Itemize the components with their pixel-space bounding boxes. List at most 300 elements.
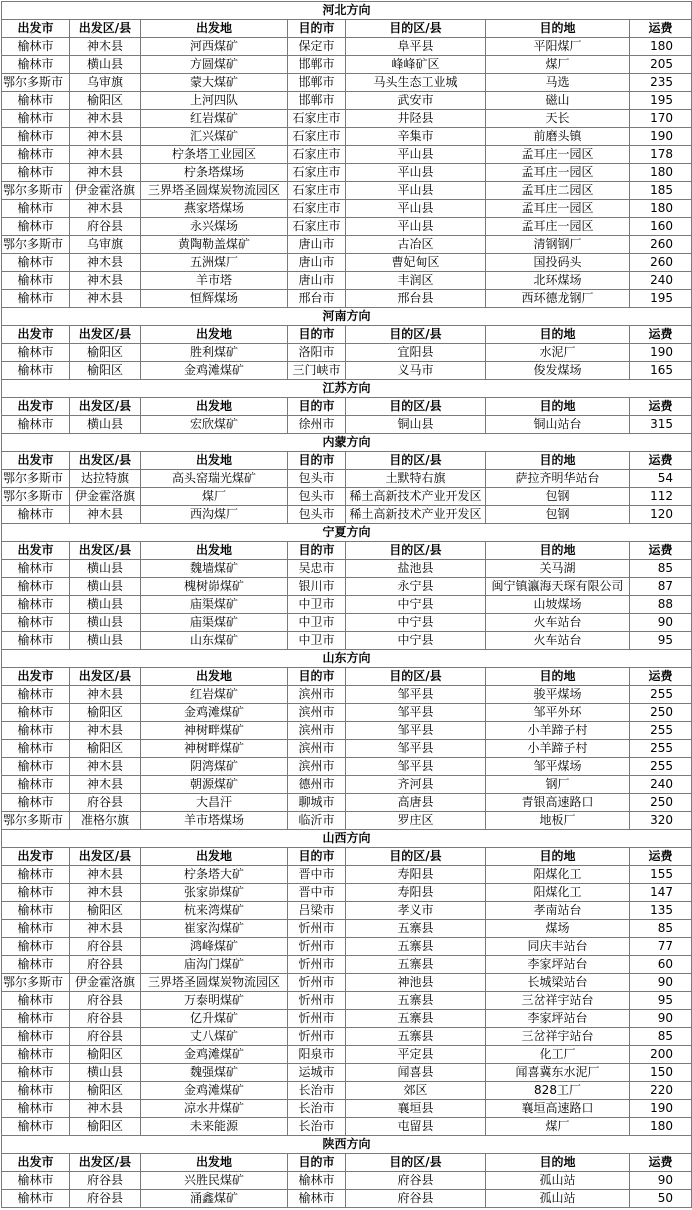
cell-origin-city: 榆林市 [2,1010,70,1028]
cell-dest-city: 榆林市 [288,1172,346,1190]
cell-origin-district: 横山县 [70,596,141,614]
section-title: 山东方向 [2,650,692,668]
cell-dest-district: 神池县 [346,974,486,992]
cell-origin-site: 杭来湾煤矿 [141,902,288,920]
header-freight: 运费 [630,1154,692,1172]
header-dest-district: 目的区/县 [346,668,486,686]
cell-dest-site: 小羊蹄子村 [486,740,630,758]
table-row [2,362,692,380]
cell-dest-district: 中宁县 [346,596,486,614]
cell-origin-city: 榆林市 [2,344,70,362]
cell-origin-city: 榆林市 [2,362,70,380]
section-title: 宁夏方向 [2,524,692,542]
cell-dest-city: 运城市 [288,1064,346,1082]
table-row [2,506,692,524]
cell-origin-site: 金鸡滩煤矿 [141,1046,288,1064]
header-dest-district: 目的区/县 [346,326,486,344]
header-origin-district: 出发区/县 [70,20,141,38]
cell-origin-site: 金鸡滩煤矿 [141,362,288,380]
cell-freight: 200 [630,1046,692,1064]
cell-dest-district: 平山县 [346,146,486,164]
cell-origin-site: 方圆煤矿 [141,56,288,74]
cell-dest-city: 滨州市 [288,686,346,704]
cell-origin-district: 乌审旗 [70,236,141,254]
cell-origin-district: 府谷县 [70,956,141,974]
cell-origin-city: 榆林市 [2,632,70,650]
cell-freight: 85 [630,920,692,938]
cell-origin-site: 红岩煤矿 [141,110,288,128]
cell-dest-district: 铜山县 [346,416,486,434]
section-title: 河北方向 [2,2,692,20]
cell-origin-site: 张家峁煤矿 [141,884,288,902]
cell-freight: 50 [630,1190,692,1208]
cell-origin-district: 神木县 [70,1100,141,1118]
cell-origin-city: 榆林市 [2,596,70,614]
cell-dest-site: 李家坪站台 [486,956,630,974]
table-row [2,128,692,146]
cell-origin-site: 红岩煤矿 [141,686,288,704]
header-freight: 运费 [630,452,692,470]
cell-origin-city: 榆林市 [2,272,70,290]
table-row [2,704,692,722]
cell-origin-city: 鄂尔多斯市 [2,974,70,992]
cell-dest-site: 清钢钢厂 [486,236,630,254]
cell-dest-site: 平阳煤厂 [486,38,630,56]
table-row [2,1190,692,1208]
cell-dest-district: 辛集市 [346,128,486,146]
cell-origin-site: 涌鑫煤矿 [141,1190,288,1208]
cell-origin-site: 凉水井煤矿 [141,1100,288,1118]
cell-origin-city: 榆林市 [2,992,70,1010]
cell-origin-district: 神木县 [70,272,141,290]
cell-origin-city: 榆林市 [2,1028,70,1046]
cell-origin-city: 榆林市 [2,866,70,884]
cell-freight: 205 [630,56,692,74]
header-dest-city: 目的市 [288,398,346,416]
header-dest-city: 目的市 [288,452,346,470]
cell-origin-site: 朝源煤矿 [141,776,288,794]
header-row [2,1154,692,1172]
cell-origin-district: 神木县 [70,254,141,272]
cell-dest-site: 包钢 [486,488,630,506]
cell-origin-district: 榆阳区 [70,740,141,758]
cell-dest-district: 邹平县 [346,704,486,722]
header-origin-site: 出发地 [141,398,288,416]
cell-freight: 190 [630,128,692,146]
table-row [2,614,692,632]
cell-dest-site: 三岔祥宇站台 [486,1028,630,1046]
header-row [2,542,692,560]
cell-origin-site: 黄陶勒盖煤矿 [141,236,288,254]
cell-origin-city: 榆林市 [2,416,70,434]
cell-origin-site: 柠条塔煤场 [141,164,288,182]
cell-dest-city: 包头市 [288,470,346,488]
cell-freight: 165 [630,362,692,380]
cell-origin-city: 榆林市 [2,38,70,56]
cell-freight: 147 [630,884,692,902]
cell-origin-site: 恒辉煤场 [141,290,288,308]
table-row [2,1172,692,1190]
header-freight: 运费 [630,668,692,686]
cell-freight: 250 [630,794,692,812]
cell-dest-district: 宜阳县 [346,344,486,362]
cell-origin-site: 万泰明煤矿 [141,992,288,1010]
cell-dest-site: 孟耳庄二园区 [486,182,630,200]
cell-origin-district: 榆阳区 [70,902,141,920]
cell-dest-district: 阜平县 [346,38,486,56]
cell-freight: 255 [630,686,692,704]
cell-dest-site: 萨拉齐明华站台 [486,470,630,488]
cell-dest-city: 石家庄市 [288,200,346,218]
cell-origin-district: 伊金霍洛旗 [70,182,141,200]
section-title-row [2,308,692,326]
cell-dest-site: 828工厂 [486,1082,630,1100]
cell-dest-site: 骏平煤场 [486,686,630,704]
cell-dest-site: 闽宁镇瀛海天琛有限公司 [486,578,630,596]
cell-origin-city: 榆林市 [2,704,70,722]
cell-dest-district: 丰润区 [346,272,486,290]
cell-dest-site: 孤山站 [486,1190,630,1208]
cell-freight: 255 [630,758,692,776]
section-title-row [2,434,692,452]
cell-origin-site: 神树畔煤矿 [141,740,288,758]
cell-origin-city: 榆林市 [2,200,70,218]
cell-dest-district: 中宁县 [346,632,486,650]
cell-origin-city: 榆林市 [2,290,70,308]
table-row [2,578,692,596]
cell-dest-district: 五寨县 [346,920,486,938]
cell-origin-city: 榆林市 [2,902,70,920]
cell-freight: 85 [630,560,692,578]
cell-dest-site: 马选 [486,74,630,92]
cell-dest-district: 平山县 [346,218,486,236]
header-dest-district: 目的区/县 [346,452,486,470]
cell-freight: 170 [630,110,692,128]
cell-freight: 180 [630,38,692,56]
table-row [2,1100,692,1118]
cell-dest-district: 寿阳县 [346,866,486,884]
cell-dest-site: 关马湖 [486,560,630,578]
cell-dest-city: 唐山市 [288,254,346,272]
cell-origin-city: 榆林市 [2,164,70,182]
cell-origin-site: 三界塔圣圆煤炭物流园区 [141,182,288,200]
cell-origin-city: 榆林市 [2,1046,70,1064]
header-origin-site: 出发地 [141,668,288,686]
header-freight: 运费 [630,848,692,866]
section-title: 河南方向 [2,308,692,326]
header-origin-district: 出发区/县 [70,848,141,866]
cell-freight: 180 [630,1118,692,1136]
cell-freight: 195 [630,290,692,308]
cell-origin-city: 鄂尔多斯市 [2,488,70,506]
header-row [2,20,692,38]
header-origin-site: 出发地 [141,452,288,470]
cell-origin-district: 神木县 [70,38,141,56]
cell-origin-site: 魏强煤矿 [141,1064,288,1082]
cell-origin-district: 神木县 [70,200,141,218]
cell-dest-city: 聊城市 [288,794,346,812]
cell-dest-site: 小羊蹄子村 [486,722,630,740]
cell-origin-district: 横山县 [70,578,141,596]
cell-dest-district: 邹平县 [346,686,486,704]
cell-origin-district: 横山县 [70,416,141,434]
cell-origin-site: 庙沟门煤矿 [141,956,288,974]
cell-freight: 240 [630,272,692,290]
cell-freight: 220 [630,1082,692,1100]
cell-origin-district: 府谷县 [70,1172,141,1190]
cell-origin-district: 神木县 [70,110,141,128]
table-row [2,902,692,920]
header-freight: 运费 [630,20,692,38]
header-origin-city: 出发市 [2,1154,70,1172]
cell-origin-site: 崔家沟煤矿 [141,920,288,938]
cell-freight: 235 [630,74,692,92]
cell-origin-site: 神树畔煤矿 [141,722,288,740]
cell-dest-district: 古冶区 [346,236,486,254]
cell-dest-site: 天长 [486,110,630,128]
cell-freight: 90 [630,614,692,632]
section-title: 江苏方向 [2,380,692,398]
cell-origin-site: 上河四队 [141,92,288,110]
cell-origin-district: 府谷县 [70,218,141,236]
cell-origin-city: 榆林市 [2,254,70,272]
cell-origin-district: 府谷县 [70,1190,141,1208]
cell-dest-district: 平山县 [346,164,486,182]
table-row [2,164,692,182]
cell-origin-city: 榆林市 [2,1190,70,1208]
cell-dest-district: 稀土高新技术产业开发区 [346,506,486,524]
cell-origin-site: 未来能源 [141,1118,288,1136]
cell-origin-site: 金鸡滩煤矿 [141,1082,288,1100]
cell-dest-district: 峰峰矿区 [346,56,486,74]
cell-dest-city: 石家庄市 [288,164,346,182]
table-row [2,182,692,200]
header-origin-district: 出发区/县 [70,326,141,344]
header-origin-city: 出发市 [2,542,70,560]
section-title: 山西方向 [2,830,692,848]
cell-origin-district: 横山县 [70,560,141,578]
cell-freight: 255 [630,722,692,740]
cell-dest-city: 滨州市 [288,704,346,722]
section-title: 内蒙方向 [2,434,692,452]
cell-dest-site: 前磨头镇 [486,128,630,146]
cell-origin-district: 神木县 [70,920,141,938]
cell-dest-district: 郊区 [346,1082,486,1100]
cell-origin-site: 金鸡滩煤矿 [141,704,288,722]
cell-dest-site: 阳煤化工 [486,866,630,884]
cell-dest-site: 邹平煤场 [486,758,630,776]
cell-origin-district: 榆阳区 [70,92,141,110]
header-origin-city: 出发市 [2,668,70,686]
cell-origin-site: 西沟煤厂 [141,506,288,524]
cell-freight: 85 [630,1028,692,1046]
section-title-row [2,1136,692,1154]
cell-origin-district: 横山县 [70,632,141,650]
cell-origin-city: 榆林市 [2,740,70,758]
cell-dest-district: 襄垣县 [346,1100,486,1118]
header-origin-city: 出发市 [2,452,70,470]
cell-dest-district: 高唐县 [346,794,486,812]
cell-origin-site: 庙渠煤矿 [141,614,288,632]
table-row [2,1082,692,1100]
table-row [2,488,692,506]
cell-origin-district: 神木县 [70,866,141,884]
cell-origin-city: 榆林市 [2,686,70,704]
table-row [2,416,692,434]
cell-dest-district: 邹平县 [346,758,486,776]
cell-dest-site: 青银高速路口 [486,794,630,812]
cell-origin-district: 榆阳区 [70,344,141,362]
cell-dest-site: 煤厂 [486,56,630,74]
table-row [2,974,692,992]
cell-dest-city: 邢台市 [288,290,346,308]
cell-origin-city: 榆林市 [2,560,70,578]
cell-dest-city: 忻州市 [288,920,346,938]
cell-dest-district: 邹平县 [346,740,486,758]
cell-freight: 90 [630,1010,692,1028]
header-row [2,848,692,866]
cell-dest-city: 忻州市 [288,938,346,956]
section-title-row [2,2,692,20]
header-row [2,668,692,686]
cell-freight: 250 [630,704,692,722]
cell-freight: 135 [630,902,692,920]
cell-freight: 90 [630,1172,692,1190]
cell-origin-city: 榆林市 [2,1064,70,1082]
table-row [2,218,692,236]
cell-origin-site: 柠条塔大矿 [141,866,288,884]
cell-origin-district: 榆阳区 [70,1046,141,1064]
cell-origin-site: 汇兴煤矿 [141,128,288,146]
header-origin-city: 出发市 [2,848,70,866]
cell-dest-district: 五寨县 [346,1010,486,1028]
cell-dest-city: 包头市 [288,488,346,506]
cell-freight: 185 [630,182,692,200]
table-row [2,110,692,128]
cell-origin-district: 府谷县 [70,938,141,956]
cell-dest-city: 石家庄市 [288,182,346,200]
table-row [2,1010,692,1028]
table-row [2,1028,692,1046]
header-dest-site: 目的地 [486,848,630,866]
cell-origin-site: 兴胜民煤矿 [141,1172,288,1190]
header-row [2,326,692,344]
cell-origin-city: 榆林市 [2,92,70,110]
cell-origin-site: 羊市塔煤场 [141,812,288,830]
cell-dest-city: 吕梁市 [288,902,346,920]
cell-origin-city: 榆林市 [2,128,70,146]
cell-dest-district: 邹平县 [346,722,486,740]
cell-dest-site: 孟耳庄一园区 [486,146,630,164]
header-dest-district: 目的区/县 [346,1154,486,1172]
cell-freight: 150 [630,1064,692,1082]
table-row [2,1118,692,1136]
cell-freight: 190 [630,1100,692,1118]
section-title: 陕西方向 [2,1136,692,1154]
cell-freight: 195 [630,92,692,110]
cell-freight: 95 [630,992,692,1010]
cell-dest-site: 火车站台 [486,614,630,632]
header-dest-district: 目的区/县 [346,848,486,866]
cell-origin-site: 燕家塔煤场 [141,200,288,218]
cell-origin-city: 鄂尔多斯市 [2,182,70,200]
table-row [2,686,692,704]
cell-dest-site: 孝南站台 [486,902,630,920]
header-freight: 运费 [630,398,692,416]
cell-dest-city: 中卫市 [288,614,346,632]
cell-freight: 315 [630,416,692,434]
cell-dest-city: 忻州市 [288,992,346,1010]
cell-origin-city: 榆林市 [2,920,70,938]
header-dest-district: 目的区/县 [346,398,486,416]
cell-origin-city: 榆林市 [2,110,70,128]
cell-dest-district: 土默特右旗 [346,470,486,488]
cell-origin-site: 大昌汗 [141,794,288,812]
section-title-row [2,524,692,542]
cell-origin-city: 榆林市 [2,776,70,794]
table-row [2,1064,692,1082]
cell-dest-site: 邹平外环 [486,704,630,722]
cell-origin-district: 府谷县 [70,1010,141,1028]
cell-dest-district: 五寨县 [346,992,486,1010]
header-origin-site: 出发地 [141,542,288,560]
table-row [2,812,692,830]
cell-dest-city: 三门峡市 [288,362,346,380]
cell-dest-site: 国投码头 [486,254,630,272]
header-dest-city: 目的市 [288,542,346,560]
cell-origin-city: 榆林市 [2,794,70,812]
cell-dest-city: 邯郸市 [288,74,346,92]
cell-dest-district: 义马市 [346,362,486,380]
header-dest-site: 目的地 [486,452,630,470]
cell-origin-district: 神木县 [70,722,141,740]
cell-freight: 77 [630,938,692,956]
cell-origin-district: 榆阳区 [70,362,141,380]
cell-dest-site: 阳煤化工 [486,884,630,902]
cell-dest-city: 榆林市 [288,1190,346,1208]
cell-dest-city: 忻州市 [288,974,346,992]
cell-origin-site: 高头窑瑞光煤矿 [141,470,288,488]
cell-dest-district: 五寨县 [346,956,486,974]
cell-dest-city: 邯郸市 [288,92,346,110]
table-row [2,146,692,164]
cell-freight: 260 [630,254,692,272]
header-origin-city: 出发市 [2,326,70,344]
header-origin-city: 出发市 [2,398,70,416]
cell-origin-site: 丈八煤矿 [141,1028,288,1046]
cell-freight: 180 [630,200,692,218]
cell-dest-site: 同庆丰站台 [486,938,630,956]
cell-dest-district: 孝义市 [346,902,486,920]
table-row [2,596,692,614]
table-row [2,866,692,884]
cell-origin-district: 横山县 [70,56,141,74]
cell-dest-district: 稀土高新技术产业开发区 [346,488,486,506]
header-origin-district: 出发区/县 [70,452,141,470]
cell-dest-district: 府谷县 [346,1172,486,1190]
cell-freight: 255 [630,740,692,758]
section-title-row [2,650,692,668]
cell-origin-site: 煤厂 [141,488,288,506]
header-dest-site: 目的地 [486,20,630,38]
cell-dest-district: 齐河县 [346,776,486,794]
table-row [2,56,692,74]
cell-freight: 178 [630,146,692,164]
cell-origin-city: 榆林市 [2,938,70,956]
table-row [2,884,692,902]
table-row [2,236,692,254]
cell-dest-city: 中卫市 [288,596,346,614]
